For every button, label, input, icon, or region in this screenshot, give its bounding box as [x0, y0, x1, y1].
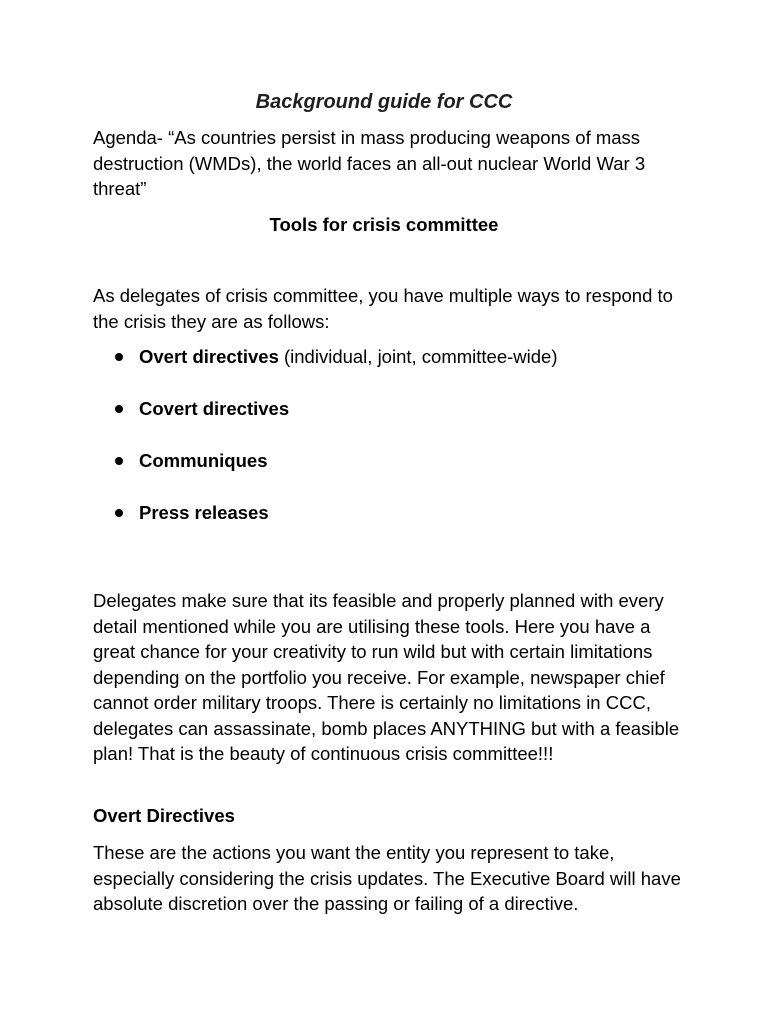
tools-list-item — [93, 500, 693, 525]
bullet-icon — [115, 405, 123, 413]
tools-list-item — [93, 448, 693, 473]
tool-detail: (individual, joint, committee-wide) — [278, 346, 558, 367]
tools-list-item — [93, 396, 693, 421]
delegates-paragraph: Delegates make sure that its feasible and properly planned with every detail mentioned while you are utilising these tools. Here you have a great chance for your creativity to run wild but with certain limitations depending on the portfolio you receive. For example, newspaper chief cannot order military troops. There is certainly no limitations in CCC, delegates can assassinate, bomb places ANYTHING but with a feasible plan! That is the beauty of continuous crisis committee!!! — [93, 590, 680, 764]
bullet-icon — [115, 509, 123, 517]
bullet-icon — [115, 353, 123, 361]
tools-list — [93, 344, 693, 552]
tools-list-item — [93, 344, 693, 369]
overt-directives-paragraph: These are the actions you want the entity you represent to take, especially considering the crisis updates. The Executive Board will have absolute discretion over the passing or failing of a directive. — [93, 842, 681, 914]
tool-label: Press releases — [139, 502, 269, 523]
overt-directives-heading: Overt Directives — [93, 805, 235, 826]
tools-heading: Tools for crisis committee — [269, 214, 499, 235]
tool-label: Communiques — [139, 450, 268, 471]
agenda-paragraph: Agenda- “As countries persist in mass producing weapons of mass destruction (WMDs), the world faces an all-out nuclear World War 3 threat” — [93, 127, 646, 199]
bullet-icon — [115, 457, 123, 465]
tool-label: Covert directives — [139, 398, 290, 419]
intro-paragraph: As delegates of crisis committee, you have multiple ways to respond to the crisis they are as follows: — [93, 285, 673, 332]
document-title: Background guide for CCC — [255, 91, 513, 113]
tool-label: Overt directives — [139, 346, 279, 367]
